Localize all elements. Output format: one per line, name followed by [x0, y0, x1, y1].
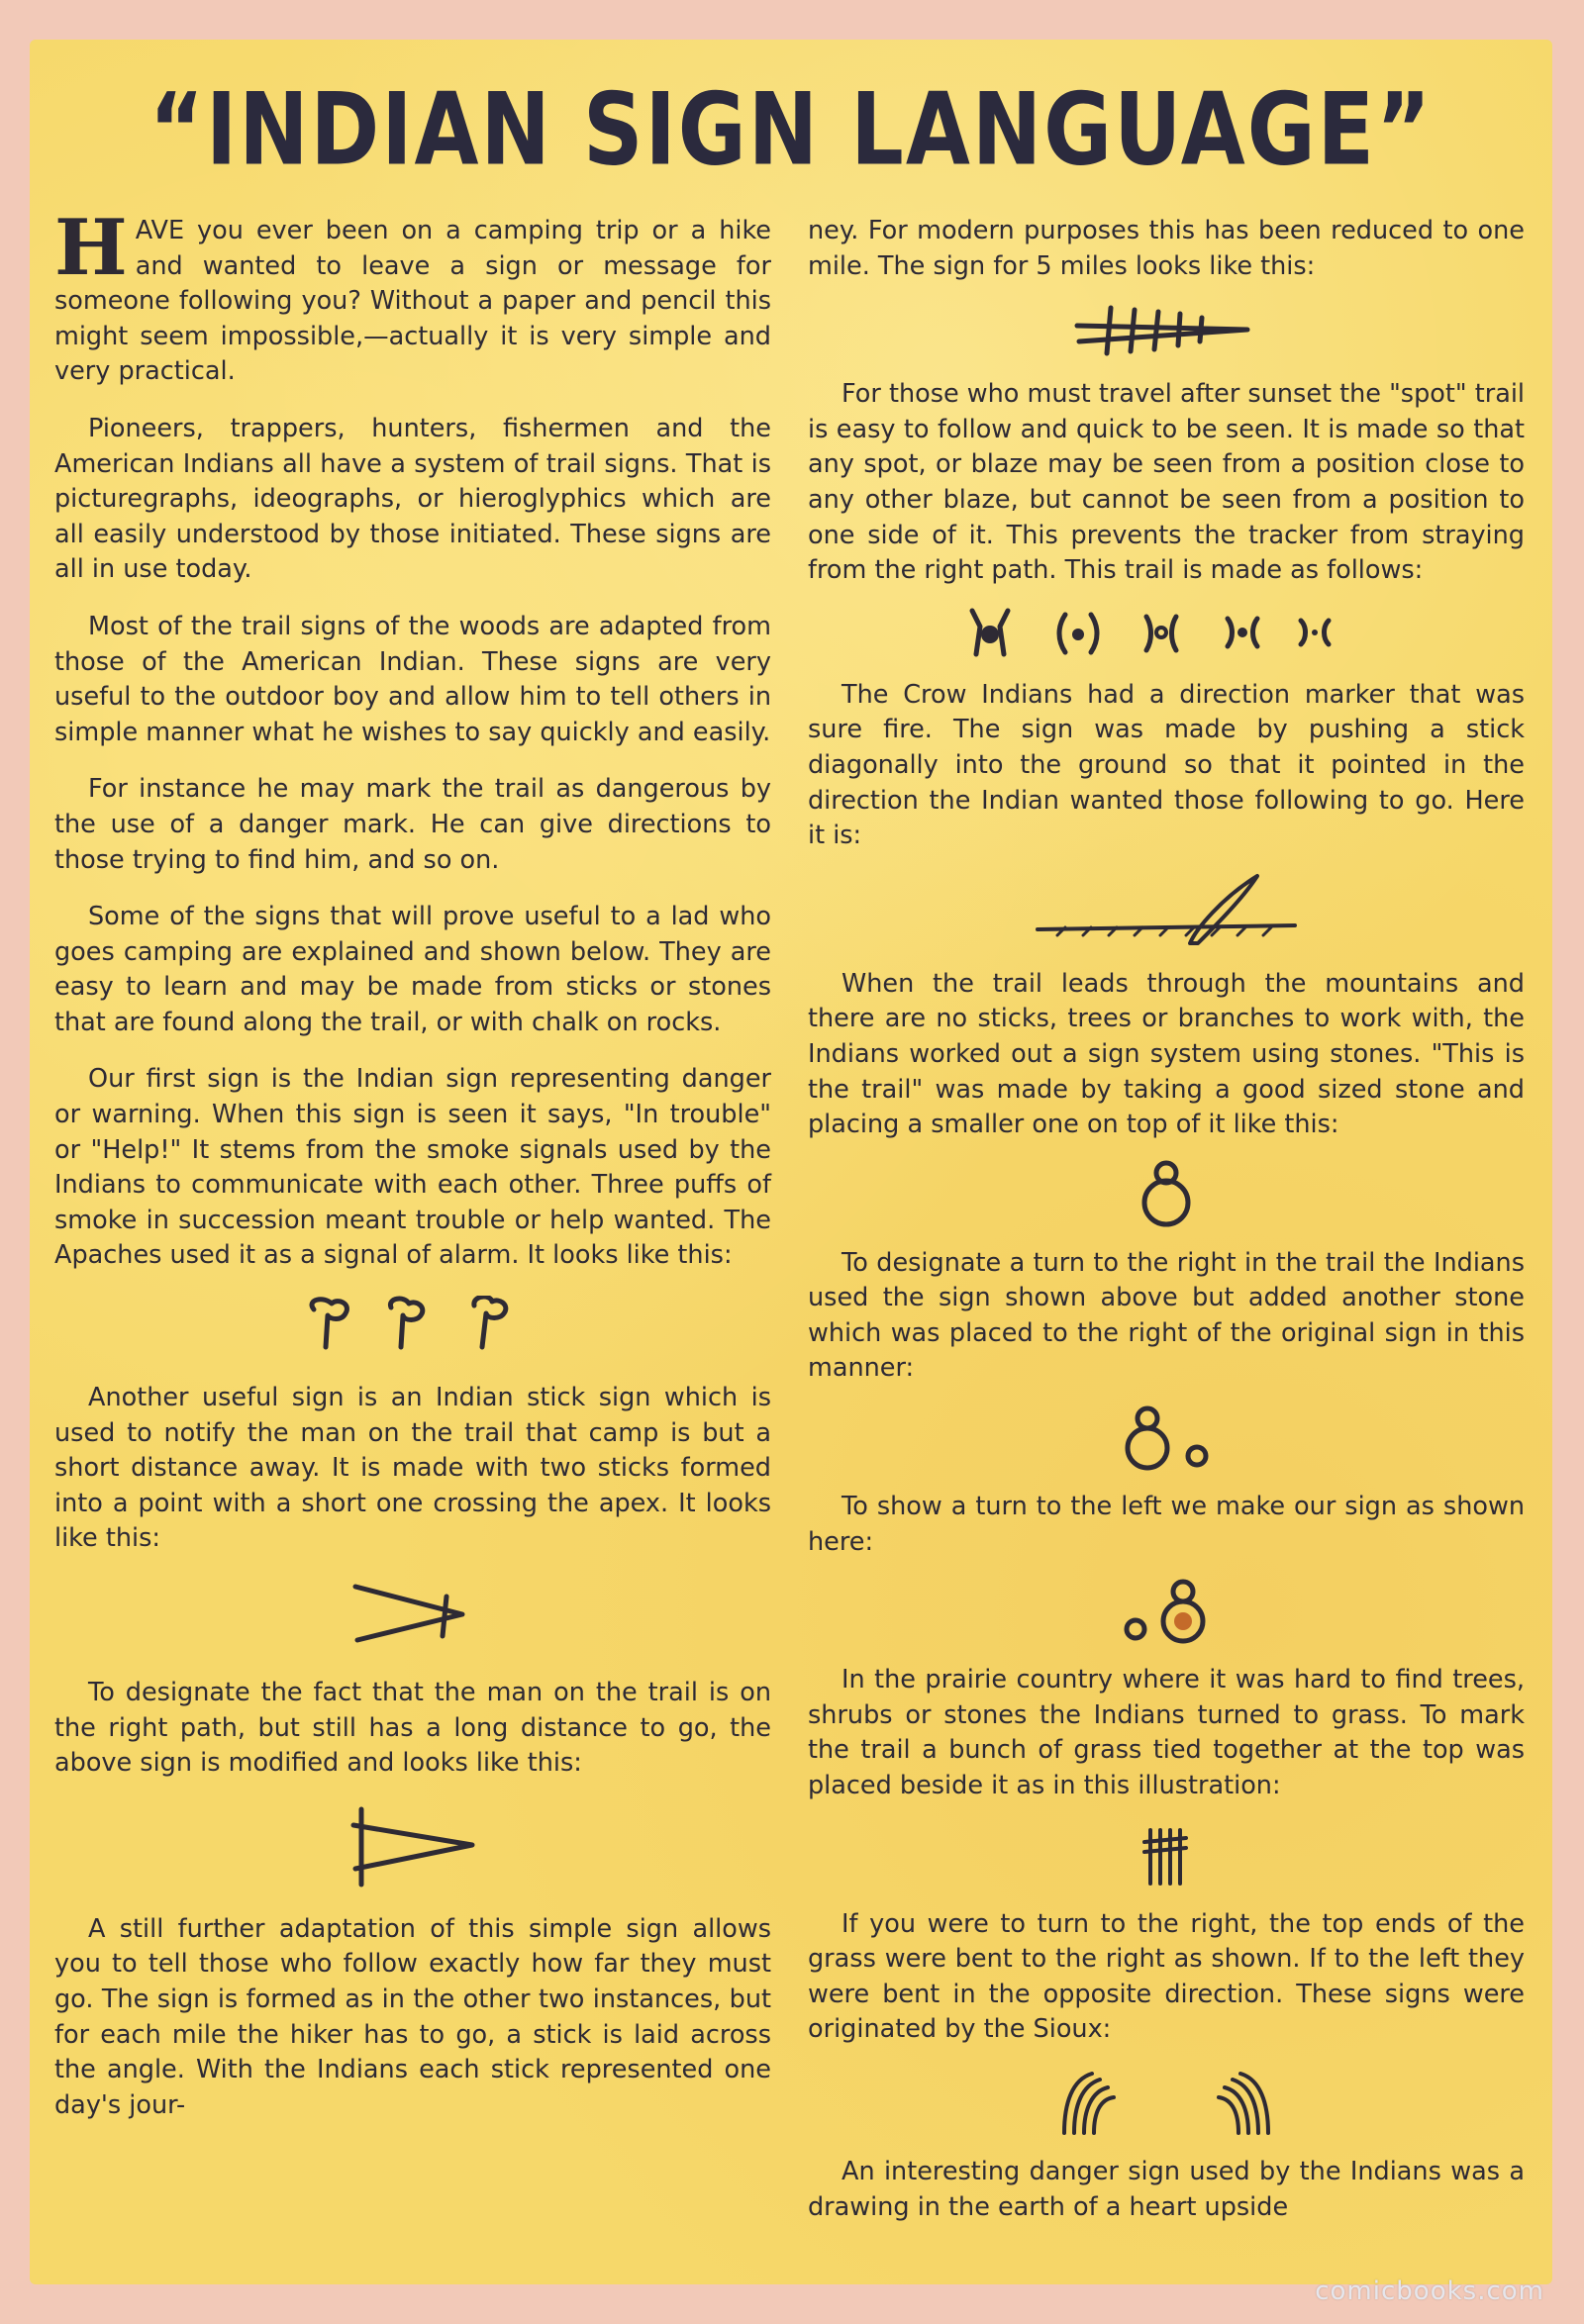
right-column: [808, 214, 1525, 2247]
watermark: comicbooks.com: [1315, 2276, 1544, 2306]
paragraph-spot-trail: For those who must travel after sunset the "spot" trail is easy to follow and quick to be seen. It is made so that any spot, or blaze may be seen from a position close to any other blaze, but cannot be seen from a position to one side of it. This prevents the tracker from straying from the right path. This trail is made as follows:: [808, 379, 1525, 586]
paragraph-signs-intro: Some of the signs that will prove useful to a lad who goes camping are explained and shown below. They are easy to learn and may be made from sticks or stones that are found along the trail, or with chalk on rocks.: [54, 902, 771, 1037]
paragraph-danger-sign: Our first sign is the Indian sign representing danger or warning. When this sign is seen it says, "In trouble" or "Help!" It stems from the smoke signals used by the Indians to communicate with each other. Three puffs of smoke in succession meant trouble or help wanted. The Apaches used it as a signal of alarm. It looks like this:: [54, 1064, 771, 1271]
paragraph-crow-marker: The Crow Indians had a direction marker that was sure fire. The sign was made by pushing a stick diagonally into the ground so that it pointed in the direction the Indian wanted those following to go. Here it is:: [808, 679, 1525, 851]
paragraph-pioneers: Pioneers, trappers, hunters, fishermen and the American Indians all have a system of trail signs. That is picturegraphs, ideographs, or hieroglyphics which are all easily understood by those initiated. These signs are all in use today.: [54, 413, 771, 585]
paragraph-heart-sign: An interesting danger sign used by the Indians was a drawing in the earth of a heart upside: [808, 2157, 1525, 2222]
long-distance-sign-figure: [54, 1803, 771, 1888]
paragraph-turn-left: To show a turn to the left we make our sign as shown here:: [808, 1492, 1525, 1557]
paragraph-grass-turns: If you were to turn to the right, the top ends of the grass were bent to the right as shown. If to the left they were bent in the opposite direction. These signs were originated by the Sioux:: [808, 1908, 1525, 2045]
page: [30, 40, 1552, 2284]
smoke-puffs-icon: [294, 1296, 532, 1357]
left-column: [54, 203, 771, 2145]
spot-trail-icon: [958, 605, 1374, 660]
camp-near-sign-figure: [54, 1579, 771, 1652]
paragraph-intro: [54, 203, 771, 390]
stones-turn-right-icon: [1112, 1403, 1221, 1472]
turn-right-sign-figure: [808, 1403, 1525, 1472]
stones-turn-left-icon: [1112, 1576, 1221, 1645]
paragraph-danger-mark: For instance he may mark the trail as dangerous by the use of a danger mark. He can give directions to those trying to find him, and so on.: [54, 774, 771, 875]
stones-trail-sign-figure: [808, 1159, 1525, 1228]
five-miles-sign-figure: [808, 300, 1525, 359]
spot-trail-sign-figure: [808, 605, 1525, 660]
paragraph-intro-text: AVE you ever been on a camping trip or a hike and wanted to leave a sign or message for someone following you? Without a paper and pencil this might seem impossible,—actually it is very simple and very practical.: [54, 216, 771, 387]
direction-stick-icon: [1028, 870, 1305, 949]
stick-point-icon: [344, 1579, 482, 1652]
grass-bunch-icon: [1137, 1820, 1196, 1889]
drop-cap: H: [54, 203, 128, 293]
paragraph-stones-trail: When the trail leads through the mountains and there are no sticks, trees or branches to work with, the Indians worked out a sign system using stones. "This is the trail" was made by taking a good sized stone and placing a smaller one on top of it like this:: [808, 968, 1525, 1140]
grass-bunch-sign-figure: [808, 1820, 1525, 1889]
page-title: “INDIAN SIGN LANGUAGE”: [148, 71, 1434, 188]
long-distance-icon: [334, 1803, 492, 1888]
smoke-puffs-sign-figure: [54, 1296, 771, 1357]
five-miles-icon: [1067, 300, 1265, 359]
paragraph-trail-signs: Most of the trail signs of the woods are adapted from those of the American Indian. These signs are very useful to the outdoor boy and allow him to tell others in simple manner what he wishes to say quickly and easily.: [54, 611, 771, 747]
paragraph-camp-sign: Another useful sign is an Indian stick sign which is used to notify the man on the trail that camp is but a short distance away. It is made with two sticks formed into a point with a short one crossing the apex. It looks like this:: [54, 1383, 771, 1554]
paragraph-right-path: To designate the fact that the man on the trail is on the right path, but still has a long distance to go, the above sign is modified and looks like this:: [54, 1678, 771, 1779]
stacked-stones-icon: [1127, 1159, 1206, 1228]
paragraph-prairie-grass: In the prairie country where it was hard to find trees, shrubs or stones the Indians turned to grass. To mark the trail a bunch of grass tied together at the top was placed beside it as in this illustration:: [808, 1665, 1525, 1801]
paragraph-turn-right: To designate a turn to the right in the trail the Indians used the sign shown above but added another stone which was placed to the right of the original sign in this manner:: [808, 1247, 1525, 1384]
paragraph-miles-sign: A still further adaptation of this simple sign allows you to tell those who follow exactly how far they must go. The sign is formed as in the other two instances, but for each mile the hiker has to go, a stick is laid across the angle. With the Indians each stick represented one day's jour-: [54, 1913, 771, 2120]
turn-left-sign-figure: [808, 1576, 1525, 1645]
paragraph-miles-cont: ney. For modern purposes this has been reduced to one mile. The sign for 5 miles looks like this:: [808, 216, 1525, 281]
grass-turn-signs-figure: [808, 2064, 1525, 2137]
grass-bent-icon: [1052, 2064, 1280, 2137]
direction-stick-sign-figure: [808, 870, 1525, 949]
